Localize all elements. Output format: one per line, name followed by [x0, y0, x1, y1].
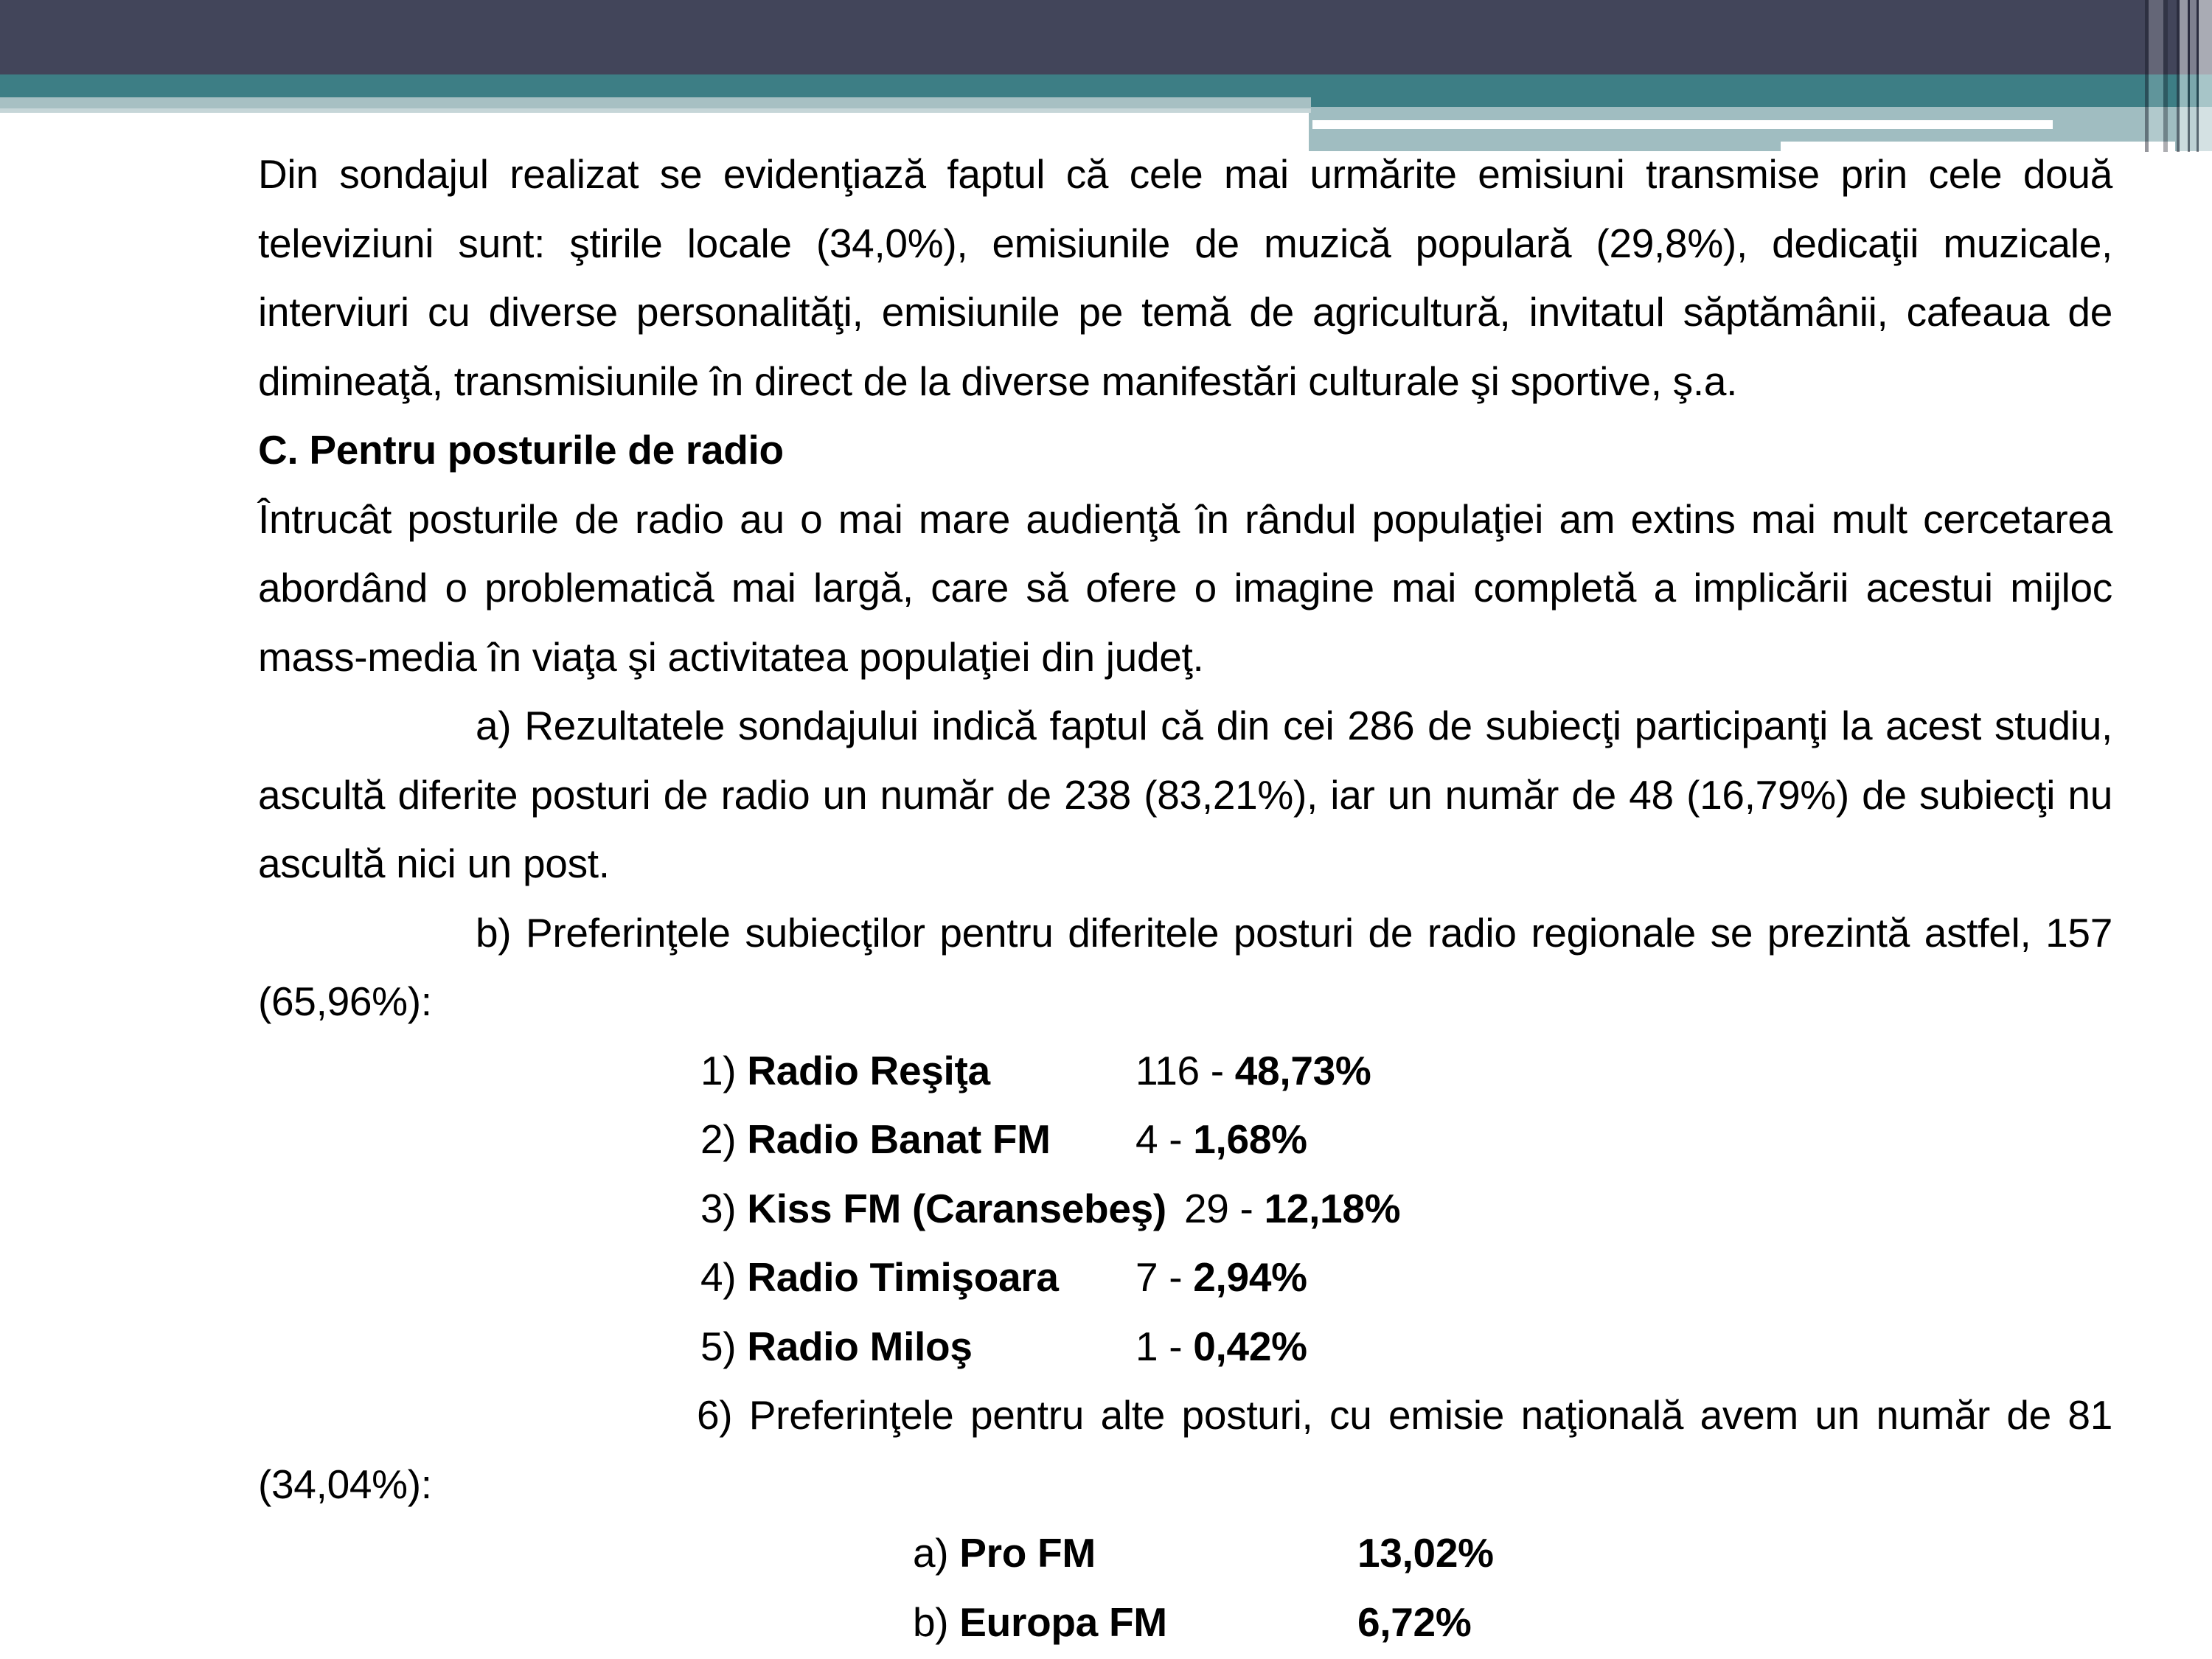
paragraph-b-preferences-line2: (65,96%): [258, 978, 432, 1024]
station-percent: 6,72% [1357, 1599, 1472, 1645]
header-white-stripe [1312, 120, 2053, 129]
paragraph-b-preferences-line1: b) Preferinţele subiecţilor pentru diferitele posturi de radio regionale se prezintă astfel, 157 [476, 909, 2112, 956]
paragraph-6-national-line2: (34,04%): [258, 1461, 432, 1507]
station-name: Radio Reşiţa [747, 1047, 990, 1093]
paragraph-a-results: a) Rezultatele sondajului indică faptul că din cei 286 de subiecţi participanţi la acest studiu, ascultă diferite posturi de radio un număr de 238 (83,21%), iar un număr de 48 (16,79%) de subiecţi nu ascultă nici un post. [258, 703, 2112, 886]
radio-station-row [700, 1243, 2112, 1312]
station-percent: 1,68% [1193, 1116, 1307, 1162]
station-name: Pro FM [959, 1530, 1096, 1576]
radio-station-row [700, 1312, 2112, 1382]
station-count: 29 - [1183, 1185, 1265, 1231]
national-station-row [913, 1519, 2112, 1588]
header-band-light-left [0, 97, 1311, 108]
station-name: Kiss FM (Caransebeş) [747, 1185, 1166, 1231]
station-count: 4 - [1135, 1116, 1194, 1162]
national-station-row [913, 1588, 2112, 1658]
station-percent: 48,73% [1234, 1047, 1371, 1093]
station-number: 3) [700, 1185, 737, 1231]
station-percent: 0,42% [1193, 1323, 1307, 1369]
radio-station-row [700, 1105, 2112, 1175]
section-heading-radio: C. Pentru posturile de radio [258, 427, 784, 473]
station-percent: 13,02% [1357, 1530, 1494, 1576]
header-band-light-left-bottom [0, 108, 1311, 113]
station-number: 5) [700, 1323, 737, 1369]
header-bar-dark [0, 0, 2212, 74]
station-name: Radio Miloş [747, 1323, 973, 1369]
station-percent: 12,18% [1264, 1185, 1401, 1231]
station-count: 7 - [1135, 1254, 1194, 1300]
station-count: 1 - [1135, 1323, 1194, 1369]
slide-body-text [258, 140, 2112, 1657]
station-percent: 2,94% [1193, 1254, 1307, 1300]
station-number: 2) [700, 1116, 737, 1162]
station-number: 1) [700, 1047, 737, 1093]
station-count: 116 - [1135, 1047, 1235, 1093]
station-name: Radio Timişoara [747, 1254, 1059, 1300]
paragraph-radio-intro: Întrucât posturile de radio au o mai mare audienţă în rândul populaţiei am extins mai mult cercetarea abordând o problematică mai largă, care să ofere o imagine mai completă a implicării acestui mijloc mass-media în viaţa şi activitatea populaţiei din judeţ. [258, 495, 2112, 680]
station-name: Europa FM [959, 1599, 1167, 1645]
paragraph-6-national-line1: 6) Preferinţele pentru alte posturi, cu emisie naţională avem un număr de 81 [697, 1392, 2112, 1438]
radio-station-row [700, 1037, 2112, 1106]
radio-station-row [700, 1175, 2112, 1244]
station-number: 4) [700, 1254, 737, 1300]
station-letter: b) [913, 1599, 949, 1645]
paragraph-tv-results: Din sondajul realizat se evidenţiază faptul că cele mai urmărite emisiuni transmise prin cele două televiziuni sunt: ştirile locale (34,0%), emisiunile de muzică populară (29,8%), dedicaţii muzicale, interviuri cu diverse personalităţi, emisiunile pe temă de agricultură, invitatul săptămânii, cafeaua de dimineaţă, transmisiunile în direct de la diverse manifestări culturale şi sportive, ş.a. [258, 151, 2112, 404]
station-letter: a) [913, 1530, 949, 1576]
station-name: Radio Banat FM [747, 1116, 1051, 1162]
